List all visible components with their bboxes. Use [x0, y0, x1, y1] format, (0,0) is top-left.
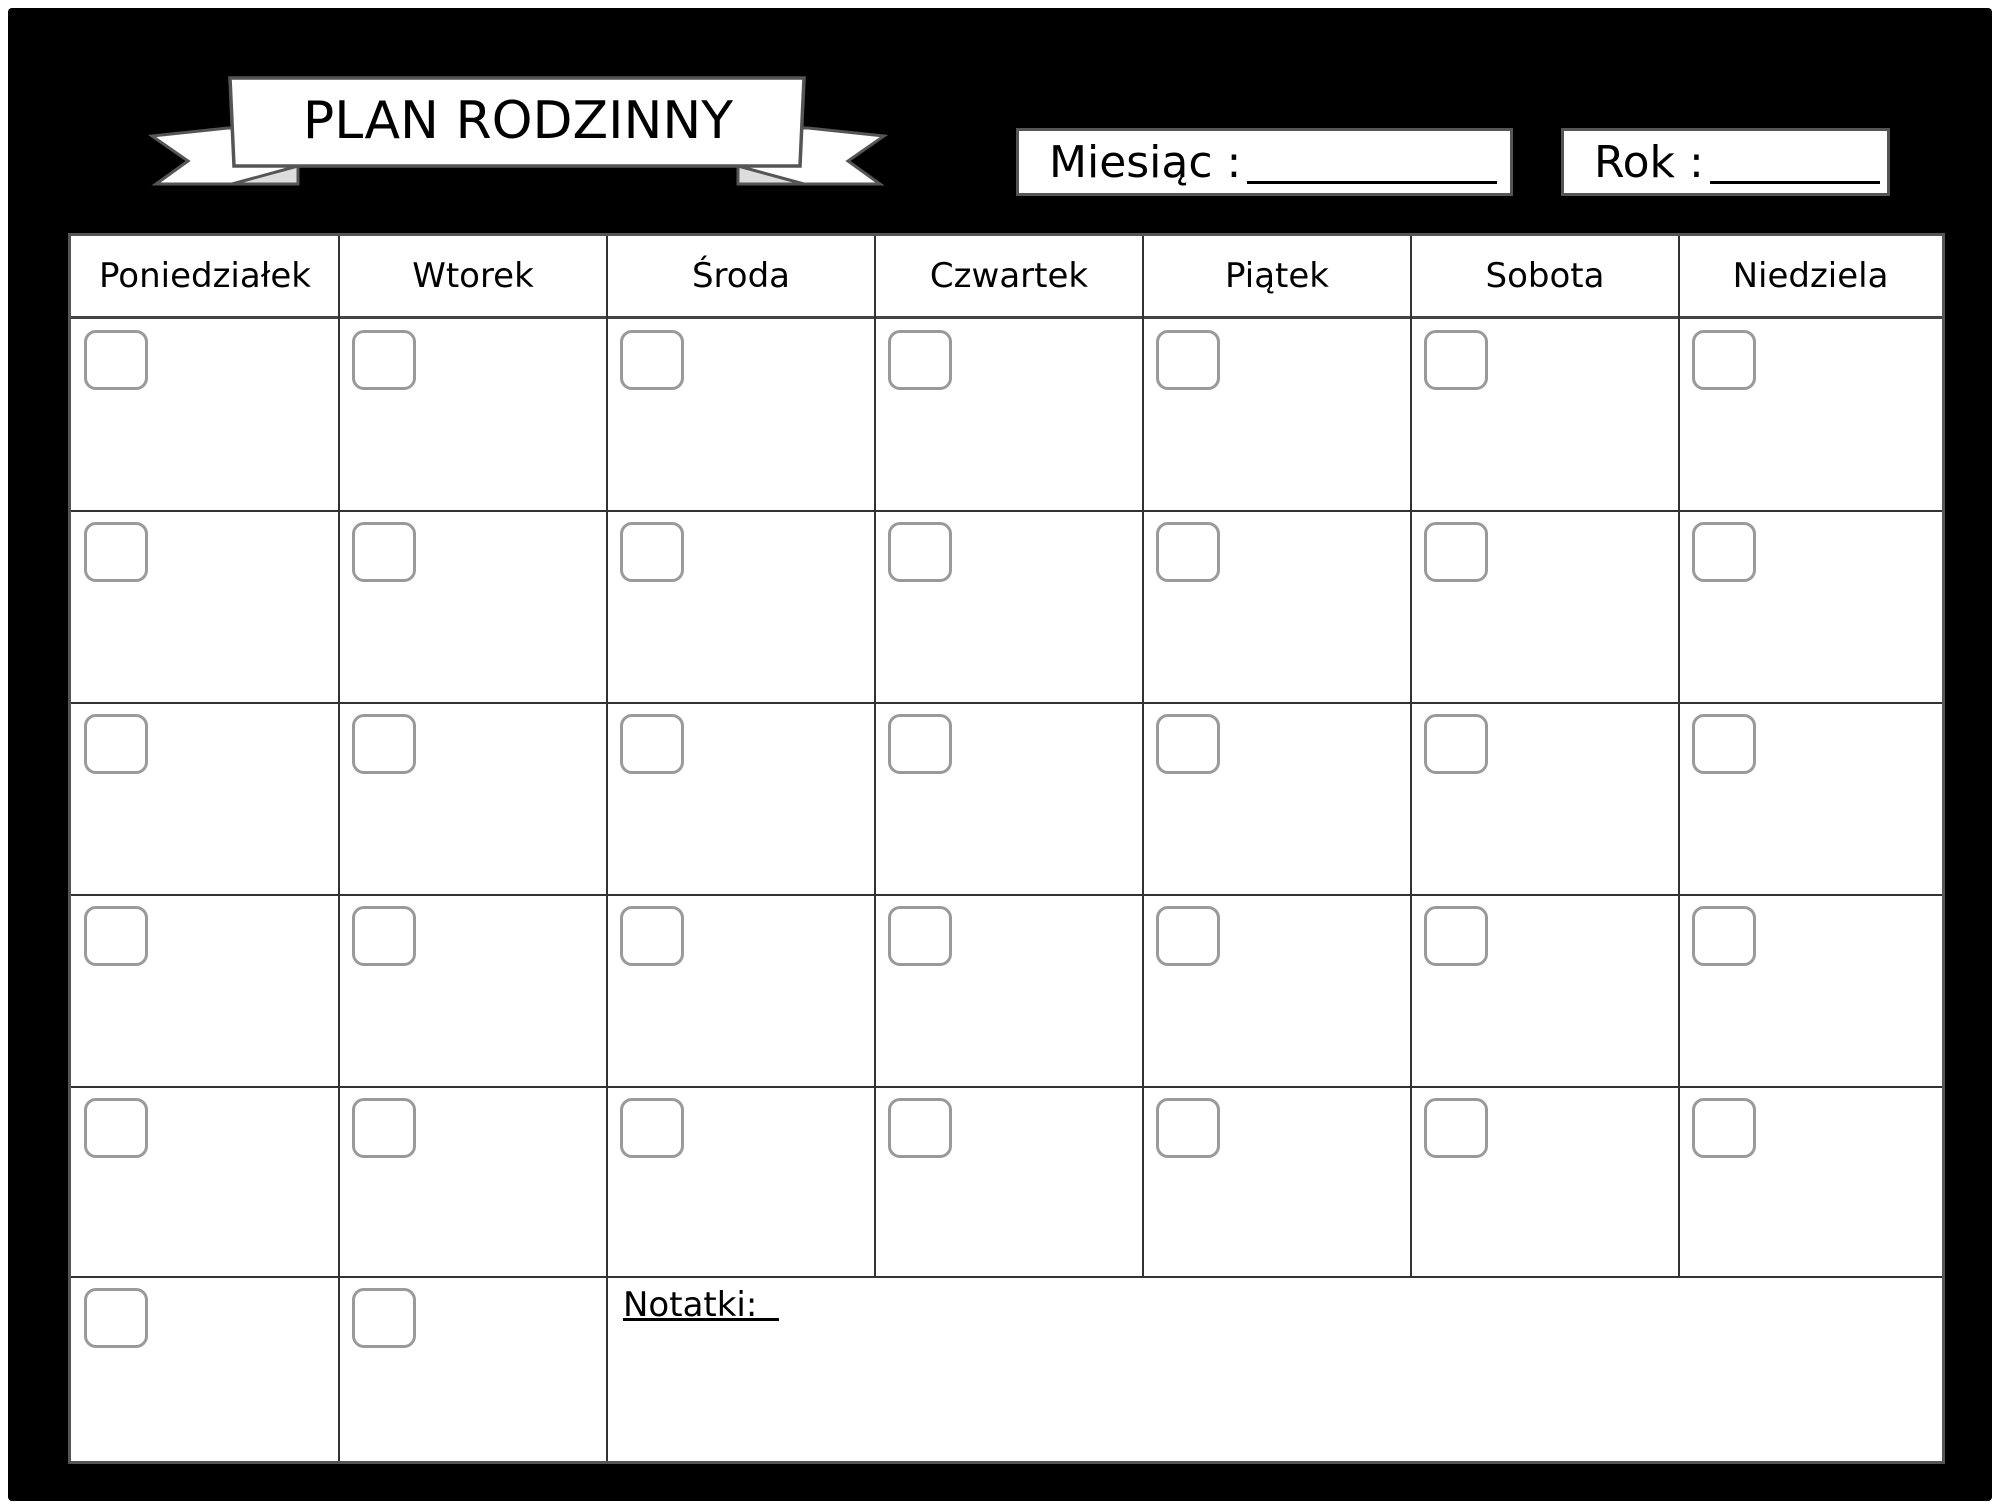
planner-board: [8, 8, 1992, 1501]
calendar-day-cell[interactable]: [1411, 511, 1679, 703]
calendar-day-cell[interactable]: [1411, 1087, 1679, 1277]
notes-label: Notatki:: [623, 1285, 779, 1325]
day-number-box[interactable]: [84, 330, 148, 390]
day-number-box[interactable]: [84, 714, 148, 774]
day-header-6: Niedziela: [1732, 256, 1889, 296]
calendar-day-cell[interactable]: [875, 1087, 1143, 1277]
day-number-box[interactable]: [1156, 1098, 1220, 1158]
calendar-day-cell[interactable]: [875, 511, 1143, 703]
page-title: PLAN RODZINNY: [302, 91, 734, 151]
calendar-day-cell[interactable]: [1679, 511, 1942, 703]
calendar-day-cell[interactable]: [1679, 703, 1942, 895]
day-number-box[interactable]: [1156, 714, 1220, 774]
day-number-box[interactable]: [620, 522, 684, 582]
month-blank-line[interactable]: [1247, 131, 1497, 184]
calendar-day-cell[interactable]: [339, 1277, 607, 1461]
calendar-day-cell[interactable]: [875, 703, 1143, 895]
calendar-day-cell[interactable]: [1143, 319, 1411, 511]
month-label: Miesiąc :: [1049, 137, 1242, 188]
calendar-day-cell[interactable]: [1679, 895, 1942, 1087]
day-number-box[interactable]: [1424, 906, 1488, 966]
day-number-box[interactable]: [620, 330, 684, 390]
calendar-day-cell[interactable]: [71, 1087, 339, 1277]
day-number-box[interactable]: [352, 522, 416, 582]
calendar-day-cell[interactable]: [1143, 1087, 1411, 1277]
calendar-day-cell[interactable]: [339, 895, 607, 1087]
day-number-box[interactable]: [888, 522, 952, 582]
year-label: Rok :: [1594, 137, 1704, 188]
day-number-box[interactable]: [352, 906, 416, 966]
day-header-1: Wtorek: [412, 256, 534, 296]
day-number-box[interactable]: [352, 714, 416, 774]
day-number-box[interactable]: [1424, 522, 1488, 582]
calendar-grid: [68, 233, 1945, 1464]
day-number-box[interactable]: [888, 906, 952, 966]
day-header-5: Sobota: [1485, 256, 1605, 296]
day-number-box[interactable]: [1692, 1098, 1756, 1158]
notes-area[interactable]: [607, 1277, 1942, 1461]
title-banner: [148, 66, 888, 196]
day-number-box[interactable]: [1692, 330, 1756, 390]
calendar-day-cell[interactable]: [875, 895, 1143, 1087]
calendar-day-cell[interactable]: [1679, 319, 1942, 511]
day-number-box[interactable]: [620, 714, 684, 774]
day-number-box[interactable]: [84, 522, 148, 582]
day-number-box[interactable]: [84, 906, 148, 966]
calendar-day-cell[interactable]: [339, 319, 607, 511]
calendar-day-cell[interactable]: [71, 1277, 339, 1461]
calendar-day-cell[interactable]: [1679, 1087, 1942, 1277]
day-header-2: Środa: [691, 256, 791, 296]
calendar-day-cell[interactable]: [1143, 895, 1411, 1087]
day-number-box[interactable]: [1156, 522, 1220, 582]
day-header-3: Czwartek: [929, 256, 1089, 296]
calendar-day-cell[interactable]: [339, 703, 607, 895]
day-number-box[interactable]: [84, 1098, 148, 1158]
calendar-day-cell[interactable]: [1143, 511, 1411, 703]
day-number-box[interactable]: [1692, 714, 1756, 774]
calendar-day-cell[interactable]: [71, 895, 339, 1087]
day-number-box[interactable]: [1692, 522, 1756, 582]
day-number-box[interactable]: [1424, 330, 1488, 390]
day-number-box[interactable]: [888, 1098, 952, 1158]
day-number-box[interactable]: [1692, 906, 1756, 966]
day-number-box[interactable]: [888, 330, 952, 390]
month-field[interactable]: [1016, 128, 1513, 196]
calendar-day-cell[interactable]: [71, 319, 339, 511]
day-number-box[interactable]: [1424, 1098, 1488, 1158]
day-number-box[interactable]: [620, 906, 684, 966]
calendar-day-cell[interactable]: [71, 703, 339, 895]
day-number-box[interactable]: [1156, 906, 1220, 966]
calendar-day-cell[interactable]: [339, 511, 607, 703]
year-blank-line[interactable]: [1710, 131, 1880, 184]
day-number-box[interactable]: [1424, 714, 1488, 774]
calendar-day-cell[interactable]: [607, 895, 875, 1087]
day-number-box[interactable]: [352, 330, 416, 390]
year-field[interactable]: [1561, 128, 1890, 196]
calendar-day-cell[interactable]: [1411, 319, 1679, 511]
calendar-day-cell[interactable]: [339, 1087, 607, 1277]
calendar-day-cell[interactable]: [1411, 703, 1679, 895]
calendar-day-cell[interactable]: [607, 319, 875, 511]
calendar-day-cell[interactable]: [1143, 703, 1411, 895]
day-number-box[interactable]: [84, 1288, 148, 1348]
day-number-box[interactable]: [888, 714, 952, 774]
day-number-box[interactable]: [620, 1098, 684, 1158]
day-number-box[interactable]: [1156, 330, 1220, 390]
day-number-box[interactable]: [352, 1098, 416, 1158]
day-header-0: Poniedziałek: [99, 256, 311, 296]
day-number-box[interactable]: [352, 1288, 416, 1348]
calendar-day-cell[interactable]: [875, 319, 1143, 511]
calendar-day-cell[interactable]: [1411, 895, 1679, 1087]
calendar-day-cell[interactable]: [607, 1087, 875, 1277]
calendar-day-cell[interactable]: [71, 511, 339, 703]
calendar-day-cell[interactable]: [607, 703, 875, 895]
day-header-4: Piątek: [1225, 256, 1329, 296]
calendar-day-cell[interactable]: [607, 511, 875, 703]
